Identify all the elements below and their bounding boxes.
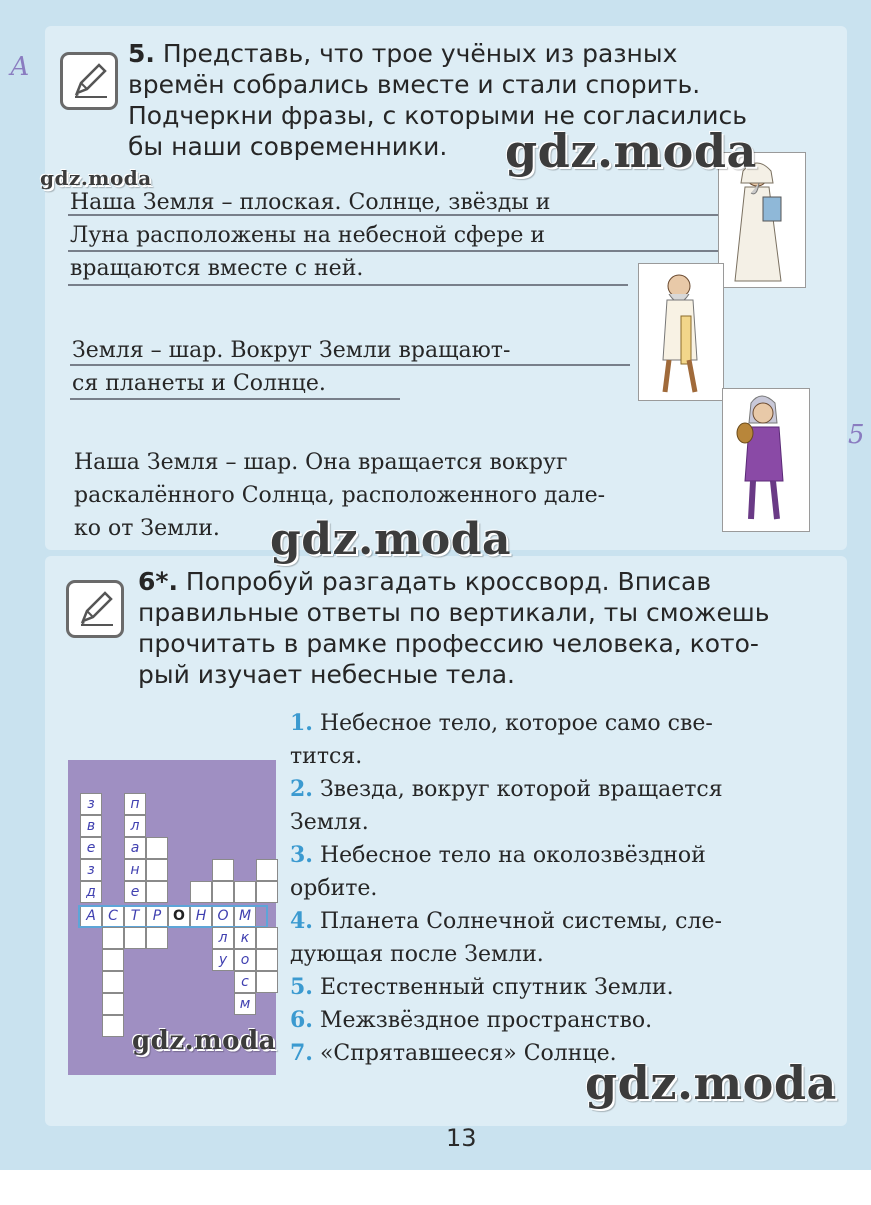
underline-mark [68, 214, 718, 216]
pencil-icon [66, 580, 124, 638]
crossword-cell[interactable]: е [80, 837, 102, 859]
handwritten-mark-5: 5 [848, 420, 865, 450]
clue-number: 4. [290, 908, 313, 934]
task5-line: времён собрались вместе и стали спорить. [128, 70, 701, 99]
clue-4 [290, 905, 835, 971]
renaissance-scientist-illustration [722, 388, 810, 532]
clue-text: дующая после Земли. [290, 942, 544, 967]
clue-text: Планета Солнечной системы, сле- [319, 909, 722, 934]
crossword-cell[interactable]: в [80, 815, 102, 837]
task6-line: Попробуй разгадать кроссворд. Вписав [185, 567, 712, 596]
underline-mark [68, 284, 628, 286]
crossword-cell[interactable]: у [212, 949, 234, 971]
statement-line: раскалённого Солнца, расположенного дале- [74, 483, 606, 508]
clue-number: 6. [290, 1007, 313, 1033]
crossword-cell[interactable]: л [212, 927, 234, 949]
clue-text: «Спрятавшееся» Солнце. [319, 1041, 617, 1066]
crossword-frame-cell[interactable]: А [80, 905, 102, 927]
statement-line: Наша Земля – шар. Она вращается вокруг [74, 450, 568, 475]
clue-text: тится. [290, 744, 363, 769]
clue-text: Небесное тело на околозвёздной [319, 843, 706, 868]
statement-2 [72, 334, 652, 400]
crossword-cell[interactable] [256, 949, 278, 971]
underline-mark [68, 250, 718, 252]
task6-instructions [138, 566, 838, 690]
statement-line: ся планеты и Солнце. [72, 371, 326, 396]
clue-6 [290, 1004, 835, 1037]
watermark: gdz.moda [132, 1026, 277, 1056]
crossword-frame-cell[interactable]: С [102, 905, 124, 927]
statement-1 [70, 186, 730, 285]
task6-line: рый изучает небесные тела. [138, 660, 515, 689]
task5-number: 5. [128, 39, 155, 68]
crossword-cell[interactable] [124, 927, 146, 949]
clue-text: Межзвёздное пространство. [319, 1008, 653, 1033]
crossword-cell[interactable] [146, 927, 168, 949]
crossword-frame-cell[interactable]: О [168, 905, 190, 927]
page-number: 13 [446, 1124, 477, 1152]
crossword-cell[interactable] [256, 881, 278, 903]
crossword-frame-cell[interactable]: О [212, 905, 234, 927]
statement-line: ко от Земли. [74, 516, 220, 541]
clue-text: Звезда, вокруг которой вращается [319, 777, 723, 802]
task5-line: Подчеркни фразы, с которыми не согласились [128, 101, 747, 130]
greek-scientist-illustration [638, 263, 724, 401]
clue-text: орбите. [290, 876, 378, 901]
clue-text: Небесное тело, которое само све- [319, 711, 713, 736]
clue-number: 7. [290, 1040, 313, 1066]
statement-line: Луна расположены на небесной сфере и [70, 223, 546, 248]
crossword-cell[interactable] [102, 927, 124, 949]
task6-line: прочитать в рамке профессию человека, кото- [138, 629, 759, 658]
crossword-cell[interactable]: о [234, 949, 256, 971]
crossword-cell[interactable] [146, 881, 168, 903]
statement-line: вращаются вместе с ней. [70, 256, 364, 281]
clue-number: 3. [290, 842, 313, 868]
profession-frame [78, 905, 268, 928]
task6-line: правильные ответы по вертикали, ты сможешь [138, 598, 770, 627]
crossword-cell[interactable] [146, 859, 168, 881]
crossword-frame-cell[interactable]: Т [124, 905, 146, 927]
watermark: gdz.moda [505, 124, 757, 178]
clue-text: Естественный спутник Земли. [319, 975, 674, 1000]
crossword-cell[interactable] [256, 927, 278, 949]
crossword-cell[interactable]: с [234, 971, 256, 993]
crossword-cell[interactable]: к [234, 927, 256, 949]
crossword-cell[interactable] [102, 1015, 124, 1037]
clue-3 [290, 839, 835, 905]
crossword-cell[interactable]: л [124, 815, 146, 837]
crossword-cell[interactable]: п [124, 793, 146, 815]
crossword-cell[interactable]: н [124, 859, 146, 881]
clue-2 [290, 773, 835, 839]
underline-mark [70, 398, 400, 400]
crossword-cell[interactable]: е [124, 881, 146, 903]
crossword-cell[interactable] [102, 949, 124, 971]
crossword-frame-cell[interactable]: Н [190, 905, 212, 927]
crossword-cell[interactable] [190, 881, 212, 903]
task5-line: Представь, что трое учёных из разных [162, 39, 678, 68]
crossword-frame-cell[interactable]: Р [146, 905, 168, 927]
clue-5 [290, 971, 835, 1004]
clue-text: Земля. [290, 810, 369, 835]
crossword-cell[interactable]: з [80, 859, 102, 881]
watermark: gdz.moda [40, 166, 152, 190]
crossword-cell[interactable]: з [80, 793, 102, 815]
crossword-cell[interactable]: д [80, 881, 102, 903]
crossword-cell[interactable] [212, 881, 234, 903]
pencil-icon [60, 52, 118, 110]
statement-line: Наша Земля – плоская. Солнце, звёзды и [70, 190, 551, 215]
crossword-cell[interactable] [102, 993, 124, 1015]
task6-number: 6*. [138, 567, 178, 596]
crossword-cell[interactable] [256, 971, 278, 993]
clue-1 [290, 707, 835, 773]
crossword-cell[interactable] [256, 859, 278, 881]
crossword-cell[interactable] [212, 859, 234, 881]
underline-mark [70, 364, 630, 366]
handwritten-mark-a: А [10, 52, 30, 82]
crossword-cell[interactable] [146, 837, 168, 859]
watermark: gdz.moda [270, 514, 512, 565]
crossword-frame-cell[interactable]: М [234, 905, 256, 927]
crossword-cell[interactable]: м [234, 993, 256, 1015]
clue-number: 2. [290, 776, 313, 802]
crossword-cell[interactable] [234, 881, 256, 903]
crossword-cell[interactable] [102, 971, 124, 993]
clue-number: 5. [290, 974, 313, 1000]
watermark: gdz.moda [585, 1056, 837, 1110]
crossword-cell[interactable]: а [124, 837, 146, 859]
task5-line: бы наши современники. [128, 132, 448, 161]
statement-line: Земля – шар. Вокруг Земли вращают- [72, 338, 511, 363]
clue-number: 1. [290, 710, 313, 736]
